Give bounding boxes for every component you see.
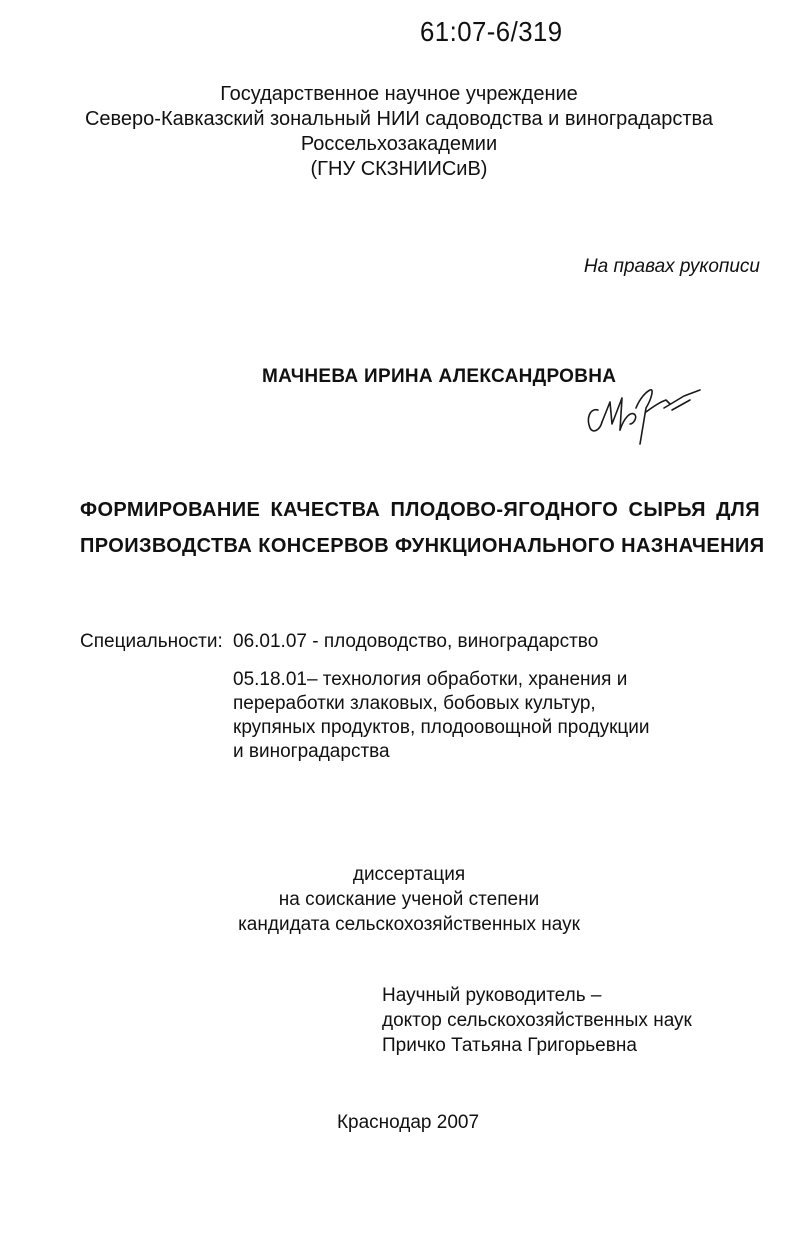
institution-line-3: Россельхозакадемии [300, 133, 498, 155]
signature-stroke-1 [588, 410, 602, 431]
specialties-label: Специальности: [80, 631, 223, 652]
advisor-line-3: Причко Татьяна Григорьевна [382, 1035, 637, 1056]
institution-line-1: Государственное научное учреждение [220, 83, 578, 105]
degree-line-3: кандидата сельскохозяйственных наук [238, 914, 580, 935]
dissertation-title [80, 492, 765, 564]
institution-block [0, 82, 798, 182]
advisor-line-2: доктор сельскохозяйственных наук [382, 1010, 692, 1031]
signature-stroke-3 [620, 414, 636, 430]
title-line-2: ПРОИЗВОДСТВА КОНСЕРВОВ ФУНКЦИОНАЛЬНОГО НАЗНАЧЕНИЯ [80, 535, 765, 557]
specialty-second-line-4: и виноградарства [233, 741, 390, 762]
degree-line-1: диссертация [352, 864, 466, 885]
archive-code: 61:07-6/319 [420, 16, 563, 47]
specialty-second-line-2: переработки злаковых, бобовых культур, [233, 693, 596, 714]
manuscript-note: На правах рукописи [583, 256, 760, 277]
specialty-first: 06.01.07 - плодоводство, виноградарство [233, 631, 599, 652]
advisor-line-1: Научный руководитель – [382, 985, 602, 1006]
institution-line-2: Северо-Кавказский зональный НИИ садоводства и виноградарства [84, 108, 714, 130]
degree-line-2: на соискание ученой степени [278, 889, 540, 910]
signature-stroke-4 [636, 390, 652, 444]
specialty-second [233, 668, 650, 764]
place-year: Краснодар 2007 [336, 1112, 480, 1133]
institution-line-4: (ГНУ СКЗНИИСиВ) [310, 158, 488, 180]
signature-stroke-2 [602, 398, 622, 430]
specialty-second-line-1: 05.18.01– технология обработки, хранения и [233, 669, 628, 690]
degree-block [0, 862, 798, 937]
author-signature [580, 368, 705, 450]
title-line-1: ФОРМИРОВАНИЕ КАЧЕСТВА ПЛОДОВО-ЯГОДНОГО СЫРЬЯ ДЛЯ [80, 499, 760, 521]
specialty-second-line-3: крупяных продуктов, плодоовощной продукции [233, 717, 650, 738]
author-name: МАЧНЕВА ИРИНА АЛЕКСАНДРОВНА [262, 366, 617, 387]
advisor-block [382, 983, 692, 1058]
